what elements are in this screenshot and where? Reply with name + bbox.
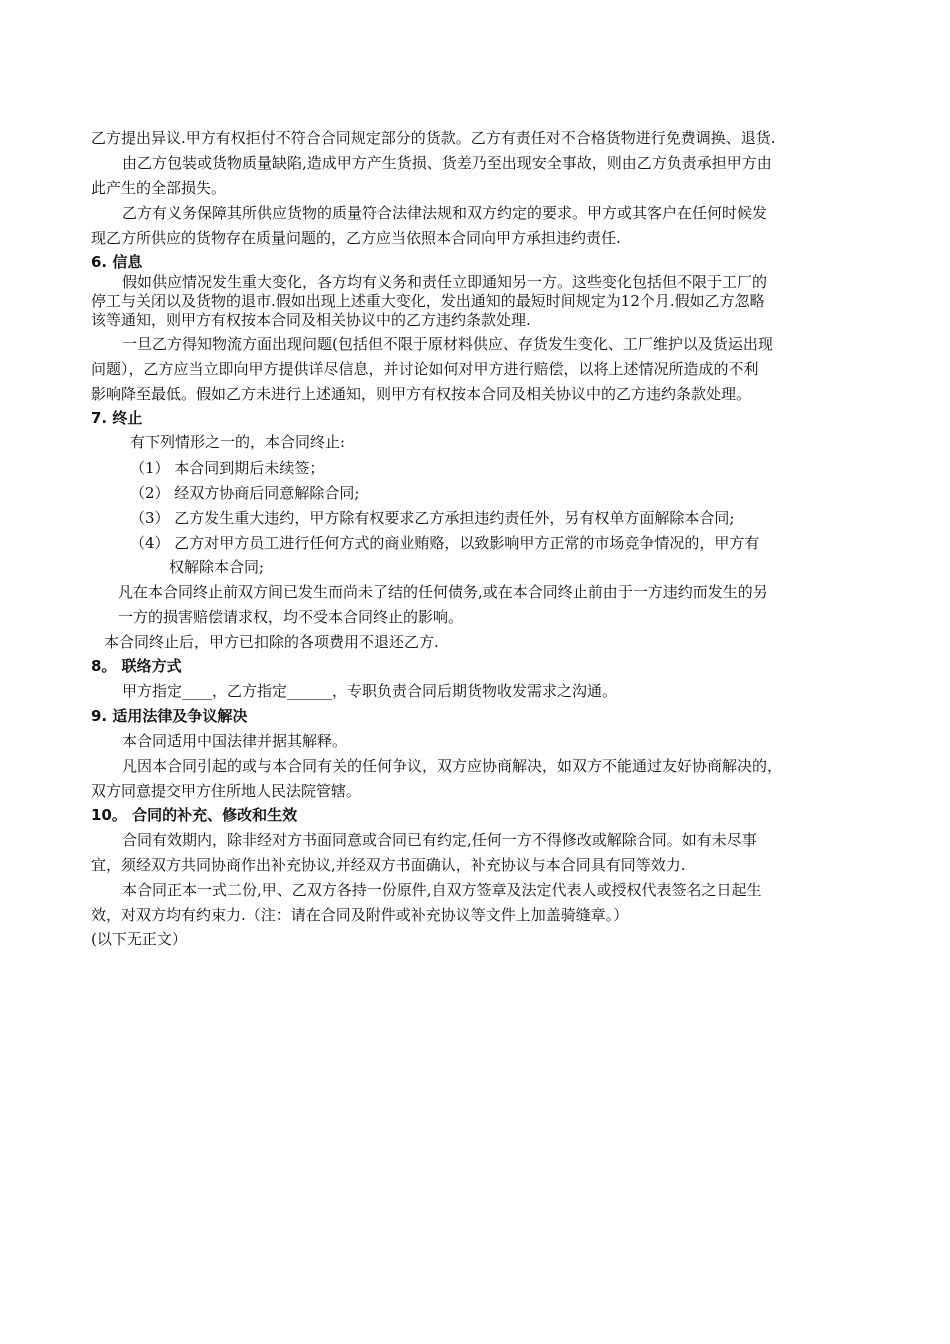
paragraph-line: 影响降至最低。假如乙方未进行上述通知，则甲方有权按本合同及相关协议中的乙方违约条款处理。	[91, 385, 752, 403]
paragraph-line: 乙方提出异议.甲方有权拒付不符合合同规定部分的货款。乙方有责任对不合格货物进行免费调换、退货.	[91, 129, 776, 147]
paragraph-line: 本合同终止后，甲方已扣除的各项费用不退还乙方.	[104, 633, 439, 651]
paragraph-line: 宜，须经双方共同协商作出补充协议,并经双方书面确认，补充协议与本合同具有同等效力.	[91, 856, 686, 874]
paragraph-line: 假如供应情况发生重大变化，各方均有义务和责任立即通知另一方。这些变化包括但不限于工厂的	[122, 273, 768, 291]
paragraph-line: 凡在本合同终止前双方间已发生而尚未了结的任何债务,或在本合同终止前由于一方违约而发生的另	[118, 583, 768, 601]
contact-line: 甲方指定____，乙方指定______，专职负责合同后期货物收发需求之沟通。	[122, 682, 618, 700]
list-item: （3） 乙方发生重大违约，甲方除有权要求乙方承担违约责任外，另有权单方面解除本合同;	[130, 509, 735, 527]
section-heading-7: 7. 终止	[91, 409, 143, 427]
section-heading-8: 8。 联络方式	[91, 657, 182, 675]
paragraph-line: 一方的损害赔偿请求权，均不受本合同终止的影响。	[118, 608, 464, 626]
paragraph-line: 此产生的全部损失。	[91, 179, 227, 197]
paragraph-line: 该等通知，则甲方有权按本合同及相关协议中的乙方违约条款处理.	[91, 311, 531, 329]
paragraph-line: 现乙方所供应的货物存在质量问题的，乙方应当依照本合同向甲方承担违约责任.	[91, 229, 621, 247]
paragraph-line: 本合同适用中国法律并据其解释。	[122, 732, 348, 750]
list-item: （4） 乙方对甲方员工进行任何方式的商业贿赂，以致影响甲方正常的市场竞争情况的，甲方有	[130, 534, 760, 552]
paragraph-line: 合同有效期内，除非经对方书面同意或合同已有约定,任何一方不得修改或解除合同。如有未尽事	[122, 831, 757, 849]
list-item: （2） 经双方协商后同意解除合同;	[130, 484, 360, 502]
paragraph-line: 双方同意提交甲方住所地人民法院管辖。	[91, 782, 362, 800]
paragraph-line: 效，对双方均有约束力.（注：请在合同及附件或补充协议等文件上加盖骑缝章。）	[91, 906, 629, 924]
section-heading-6: 6. 信息	[91, 253, 143, 271]
paragraph-line: 有下列情形之一的，本合同终止:	[130, 433, 346, 451]
section-heading-9: 9. 适用法律及争议解决	[91, 707, 248, 725]
paragraph-line: 停工与关闭以及货物的退市.假如出现上述重大变化，发出通知的最短时间规定为12个月.假如乙方忽略	[91, 292, 765, 310]
paragraph-line: 由乙方包装或货物质量缺陷,造成甲方产生货损、货差乃至出现安全事故，则由乙方负责承担甲方由	[122, 154, 772, 172]
paragraph-line: 问题），乙方应当立即向甲方提供详尽信息，并讨论如何对甲方进行赔偿，以将上述情况所造成的不利	[91, 360, 759, 378]
section-heading-10: 10。 合同的补充、修改和生效	[91, 806, 298, 824]
end-note: (以下无正文）	[91, 930, 187, 948]
paragraph-line: 一旦乙方得知物流方面出现问题(包括但不限于原材料供应、存货发生变化、工厂维护以及货运出现	[122, 335, 773, 353]
list-item-continuation: 权解除本合同;	[169, 558, 265, 576]
paragraph-line: 凡因本合同引起的或与本合同有关的任何争议，双方应协商解决，如双方不能通过友好协商解决的，	[122, 757, 783, 775]
paragraph-line: 乙方有义务保障其所供应货物的质量符合法律法规和双方约定的要求。甲方或其客户在任何时候发	[122, 204, 768, 222]
list-item: （1） 本合同到期后未续签；	[130, 459, 325, 477]
paragraph-line: 本合同正本一式二份,甲、乙双方各持一份原件,自双方签章及法定代表人或授权代表签名之日起生	[122, 881, 762, 899]
